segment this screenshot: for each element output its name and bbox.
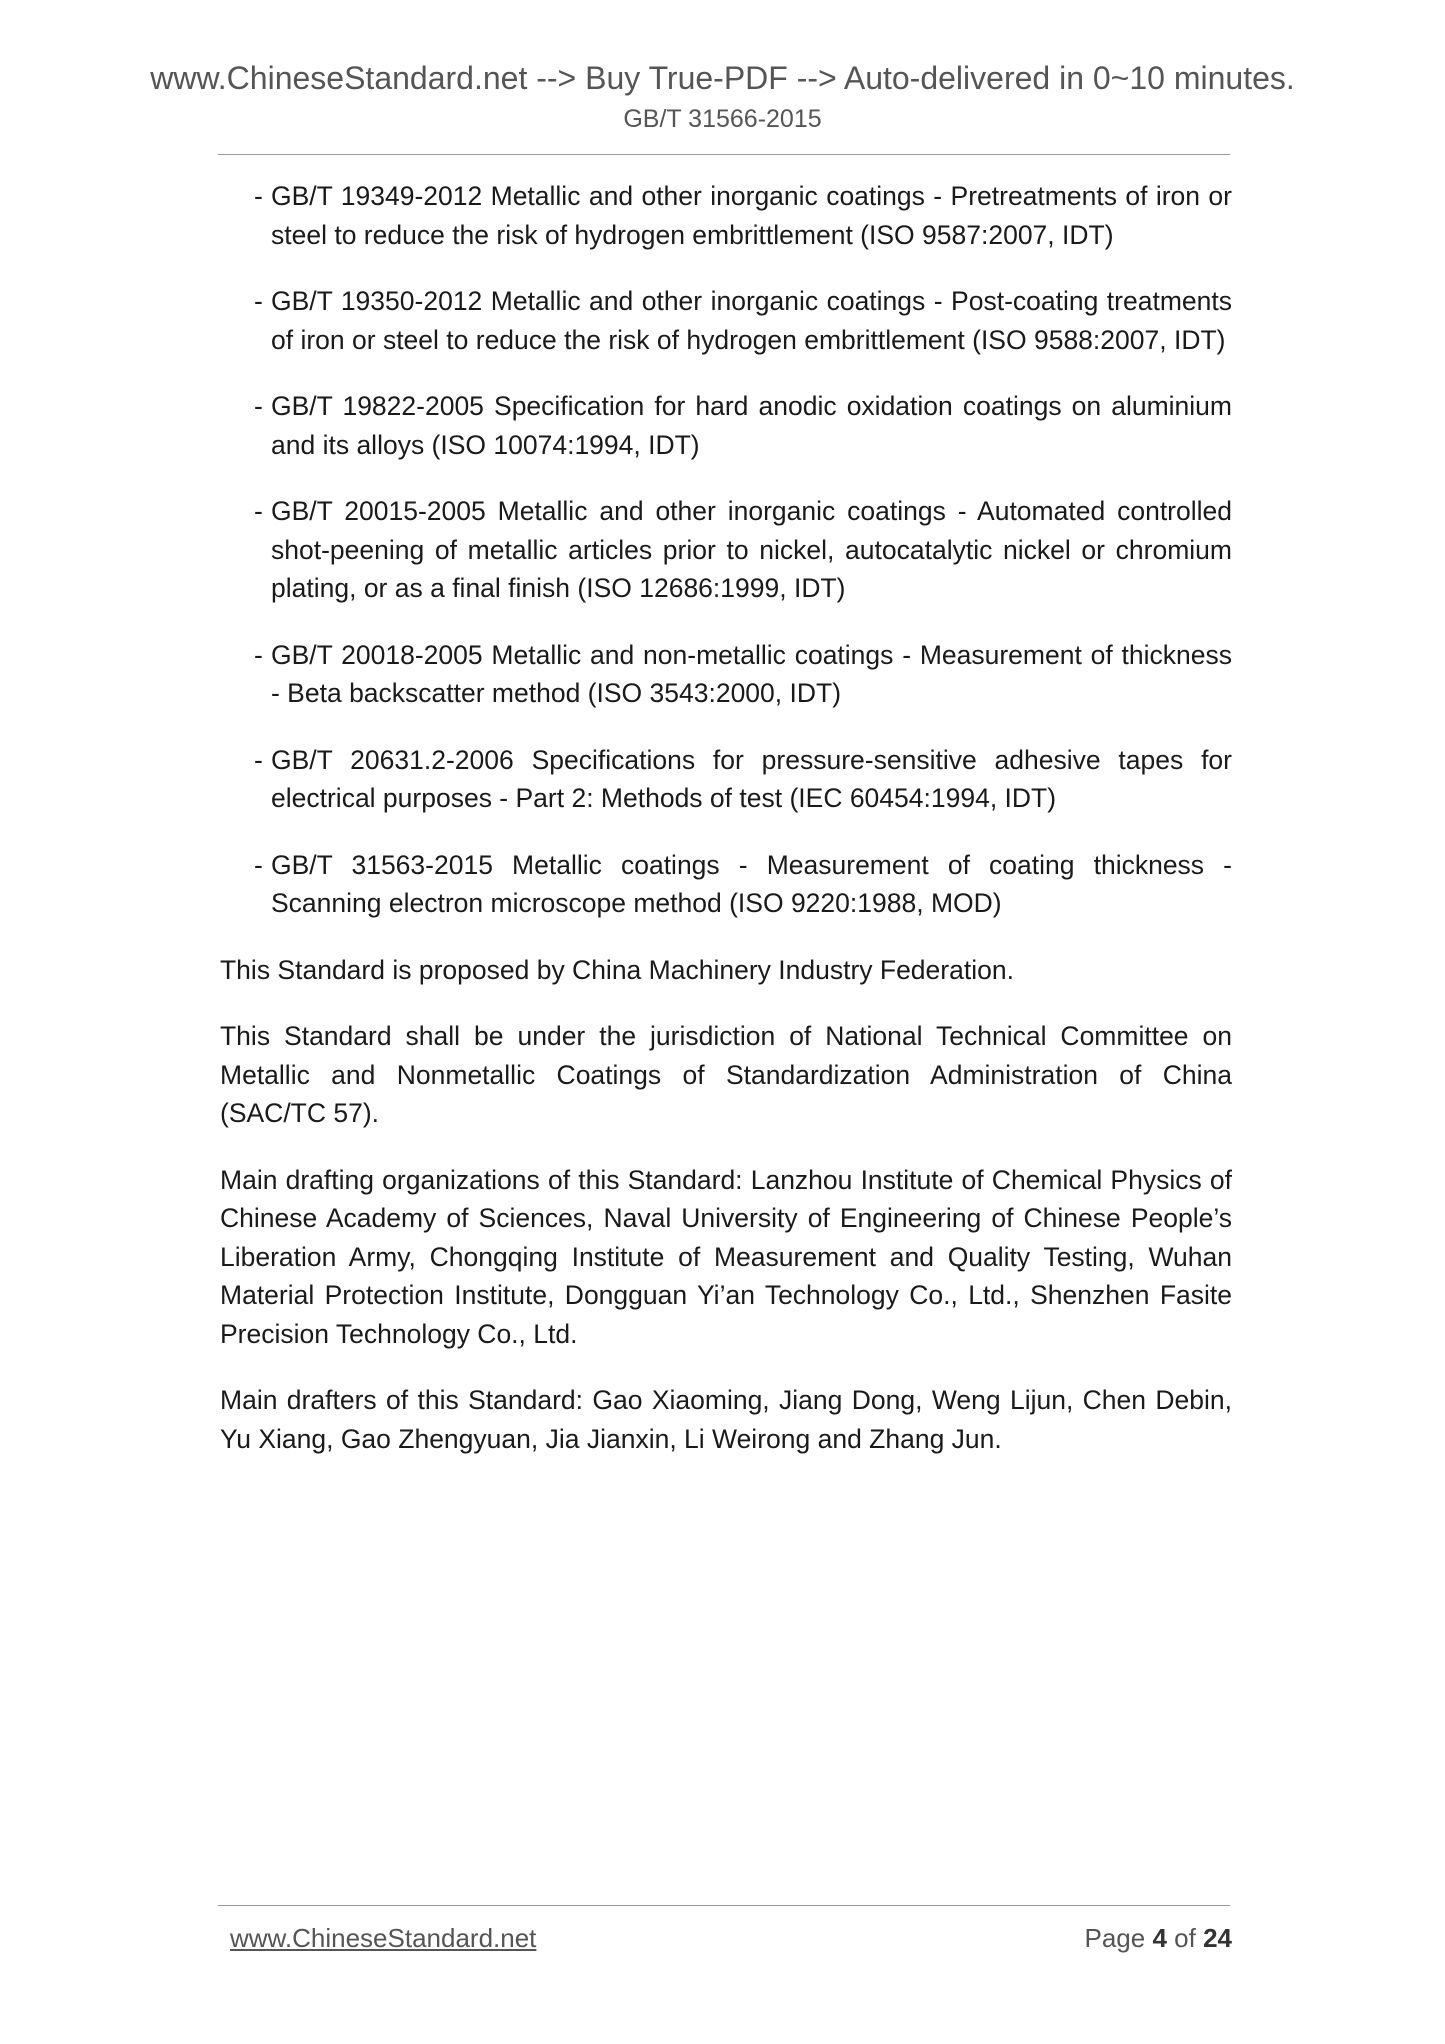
- jurisdiction-paragraph: This Standard shall be under the jurisdiction of National Technical Committee on Metallic and Nonmetallic Coatings of Standardization Administration of China (SAC/TC 57).: [220, 1021, 1232, 1128]
- reference-item: [220, 177, 1232, 254]
- reference-text: GB/T 19349-2012 Metallic and other inorganic coatings - Pretreatments of iron or steel to reduce the risk of hydrogen embrittlement (ISO 9587:2007, IDT): [271, 181, 1232, 250]
- list-dash: -: [254, 639, 263, 670]
- normative-reference-list: [220, 177, 1232, 923]
- header-banner: www.ChineseStandard.net --> Buy True-PDF --> Auto-delivered in 0~10 minutes.: [150, 60, 1295, 96]
- reference-item: [220, 636, 1232, 713]
- reference-text: GB/T 20015-2005 Metallic and other inorganic coatings - Automated controlled shot-peening of metallic articles prior to nickel, autocatalytic nickel or chromium plating, or as a final finish (ISO 12686:1999, IDT): [271, 496, 1232, 603]
- reference-item: [220, 282, 1232, 359]
- reference-item: [220, 492, 1232, 608]
- reference-item: [220, 387, 1232, 464]
- footer-website-link[interactable]: www.ChineseStandard.net: [230, 1923, 537, 1953]
- list-dash: -: [254, 391, 263, 421]
- page-label: Page: [1084, 1923, 1146, 1953]
- drafters-paragraph: Main drafters of this Standard: Gao Xiaoming, Jiang Dong, Weng Lijun, Chen Debin, Yu Xiang, Gao Zhengyuan, Jia Jianxin, Li Weirong and Zhang Jun.: [220, 1385, 1232, 1454]
- document-number: GB/T 31566-2015: [623, 105, 822, 133]
- list-dash: -: [254, 496, 263, 526]
- list-dash: -: [254, 849, 263, 880]
- list-dash: -: [254, 744, 263, 775]
- list-dash: -: [254, 181, 263, 211]
- drafting-organizations-paragraph: Main drafting organizations of this Standard: Lanzhou Institute of Chemical Physics of Chinese Academy of Sciences, Naval University of Engineering of Chinese People’s Liberation Army, Chongqing Institute of Measurement and Quality Testing, Wuhan Material Protection Institute, Dongguan Yi’an Technology Co., Ltd., Shenzhen Fasite Precision Technology Co., Ltd.: [220, 1164, 1232, 1349]
- reference-text: GB/T 20631.2-2006 Specifications for pressure-sensitive adhesive tapes for electrical purposes - Part 2: Methods of test (IEC 60454:1994, IDT): [271, 744, 1232, 813]
- reference-text: GB/T 31563-2015 Metallic coatings - Measurement of coating thickness - Scanning electron microscope method (ISO 9220:1988, MOD): [271, 849, 1232, 918]
- list-dash: -: [254, 286, 263, 316]
- header-divider: [218, 154, 1230, 155]
- reference-item: [220, 846, 1232, 923]
- reference-text: GB/T 20018-2005 Metallic and non-metallic coatings - Measurement of thickness - Beta backscatter method (ISO 3543:2000, IDT): [271, 639, 1232, 708]
- page-content: [220, 177, 1232, 1486]
- proposed-by-paragraph: This Standard is proposed by China Machinery Industry Federation.: [220, 954, 1014, 985]
- reference-item: [220, 741, 1232, 818]
- page-indicator: [1084, 1922, 1232, 1954]
- footer-divider: [218, 1905, 1230, 1906]
- reference-text: GB/T 19350-2012 Metallic and other inorganic coatings - Post-coating treatments of iron or steel to reduce the risk of hydrogen embrittlement (ISO 9588:2007, IDT): [271, 286, 1232, 355]
- reference-text: GB/T 19822-2005 Specification for hard anodic oxidation coatings on aluminium and its alloys (ISO 10074:1994, IDT): [271, 391, 1232, 460]
- total-pages-number: 24: [1203, 1923, 1232, 1953]
- current-page-number: 4: [1152, 1923, 1167, 1953]
- page-of-label: of: [1174, 1923, 1196, 1953]
